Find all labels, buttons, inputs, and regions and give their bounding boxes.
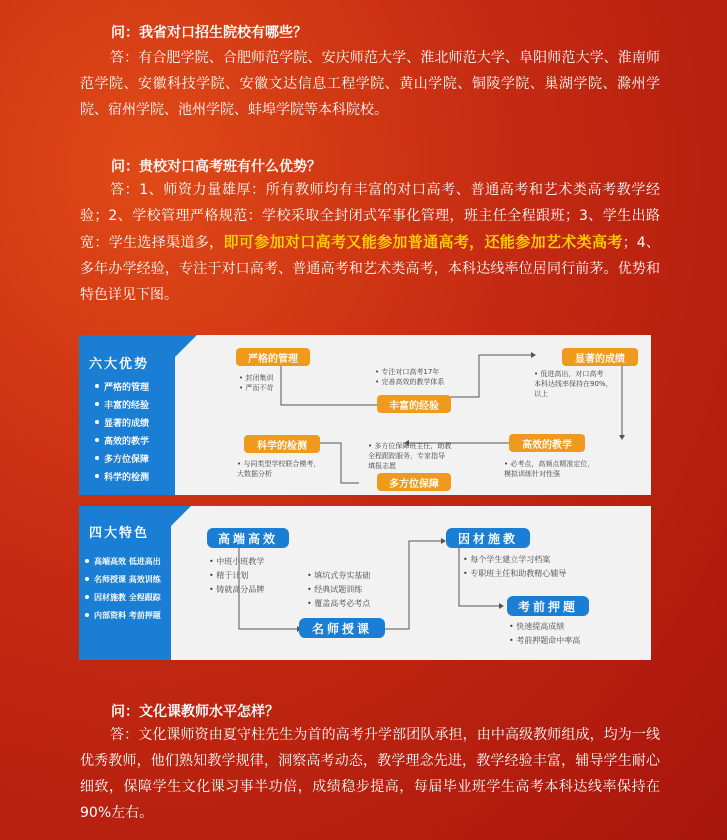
- advantage-item: 严格的管理: [95, 377, 149, 395]
- tag-strict-management: 严格的管理: [236, 348, 310, 366]
- answer-2-part1: 答：1、师资力量雄厚：所有教师均有丰富的对口高考、普通高考和艺术类高考教学经验；2、学校管理严格规范：学校采取全封闭式军事化管理，班主任全程跟班；3、学生出路宽：学生选择渠道多，: [80, 182, 660, 251]
- note-testing: • 与同类型学校联合模考， 大数据分析: [237, 459, 320, 479]
- advantage-item: 显著的成绩: [95, 413, 149, 431]
- feature-item: 内部资料 考前押题: [85, 606, 161, 624]
- note-support: • 多方位保障班主任，助教 全程跟踪服务，专家指导 填报志愿: [368, 441, 451, 471]
- tag-scientific-testing: 科学的检测: [244, 435, 320, 453]
- answer-3: 答：文化课师资由夏守柱先生为首的高考升学部团队承担，由中高级教师组成，均为一线优秀教师，他们熟知教学规律，洞察高考动态，教学理念先进，教学经验丰富，辅导学生耐心细致，保障学生文化课习事半功倍，成绩稳步提高，每届毕业班学生高考本科达线率保持在90%左右。: [80, 727, 660, 821]
- note-results: • 低进高出，对口高考 本科达线率保持在90%， 以上: [534, 369, 613, 399]
- question-3: 问：文化课教师水平怎样？: [111, 704, 279, 720]
- tag-all-round-support: 多方位保障: [377, 473, 451, 491]
- four-features-title: 四大特色: [89, 526, 150, 541]
- six-advantages-title: 六大优势: [89, 357, 150, 372]
- answer-2-highlight: 即可参加对口高考又能参加普通高考，还能参加艺术类高考: [223, 233, 623, 251]
- note-tailored: • 每个学生建立学习档案 • 专职班主任和助教精心辅导: [463, 553, 566, 581]
- tag-tailored-teaching: 因材施教: [446, 528, 530, 548]
- note-experience: • 专注对口高考17年 • 完善高效的教学体系: [375, 367, 444, 387]
- advantage-item: 多方位保障: [95, 449, 149, 467]
- tag-efficient-teaching: 高效的教学: [509, 434, 585, 452]
- tag-notable-results: 显著的成绩: [562, 348, 638, 366]
- answer-1: 答：有合肥学院、合肥师范学院、安庆师范大学、淮北师范大学、阜阳师范大学、淮南师范学院、安徽科技学院、安徽文达信息工程学院、黄山学院、铜陵学院、巢湖学院、滁州学院、宿州学院、池州学院、蚌埠学院等本科院校。: [80, 50, 660, 118]
- feature-item: 因材施教 全程跟踪: [85, 588, 161, 606]
- note-strict: • 封闭集训 • 严而不苛: [239, 373, 273, 393]
- feature-item: 高端高效 低进高出: [85, 552, 161, 570]
- advantage-item: 高效的教学: [95, 431, 149, 449]
- tag-rich-experience: 丰富的经验: [377, 395, 451, 413]
- note-famous-teacher: • 填坑式夯实基础 • 经典试题训练 • 覆盖高考必考点: [307, 569, 370, 611]
- four-features-panel: [79, 506, 651, 660]
- tag-pre-exam-prediction: 考前押题: [507, 596, 589, 616]
- question-2: 问：贵校对口高考班有什么优势？: [111, 159, 321, 175]
- tag-famous-teacher: 名师授课: [299, 618, 385, 638]
- feature-item: 名师授课 高效训练: [85, 570, 161, 588]
- six-advantages-panel: [79, 335, 651, 495]
- tag-high-end-efficient: 高端高效: [207, 528, 289, 548]
- answer-2: [80, 177, 660, 308]
- advantage-item: 科学的检测: [95, 467, 149, 485]
- note-high-end: • 中班小班教学 • 精于计划 • 铸就高分品牌: [209, 555, 264, 597]
- note-teaching: • 必考点，高频点精准定位， 模拟训练针对性强: [504, 459, 594, 479]
- note-pre-exam: • 快速提高成绩 • 考前押题命中率高: [509, 620, 580, 648]
- question-1: 问：我省对口招生院校有哪些？: [111, 25, 307, 41]
- answer-2-part2: ；4、多年办学经验，专注于对口高考、普通高考和艺术类高考，本科达线率位居同行前茅。优势和特色详见下图。: [80, 235, 660, 303]
- advantage-item: 丰富的经验: [95, 395, 149, 413]
